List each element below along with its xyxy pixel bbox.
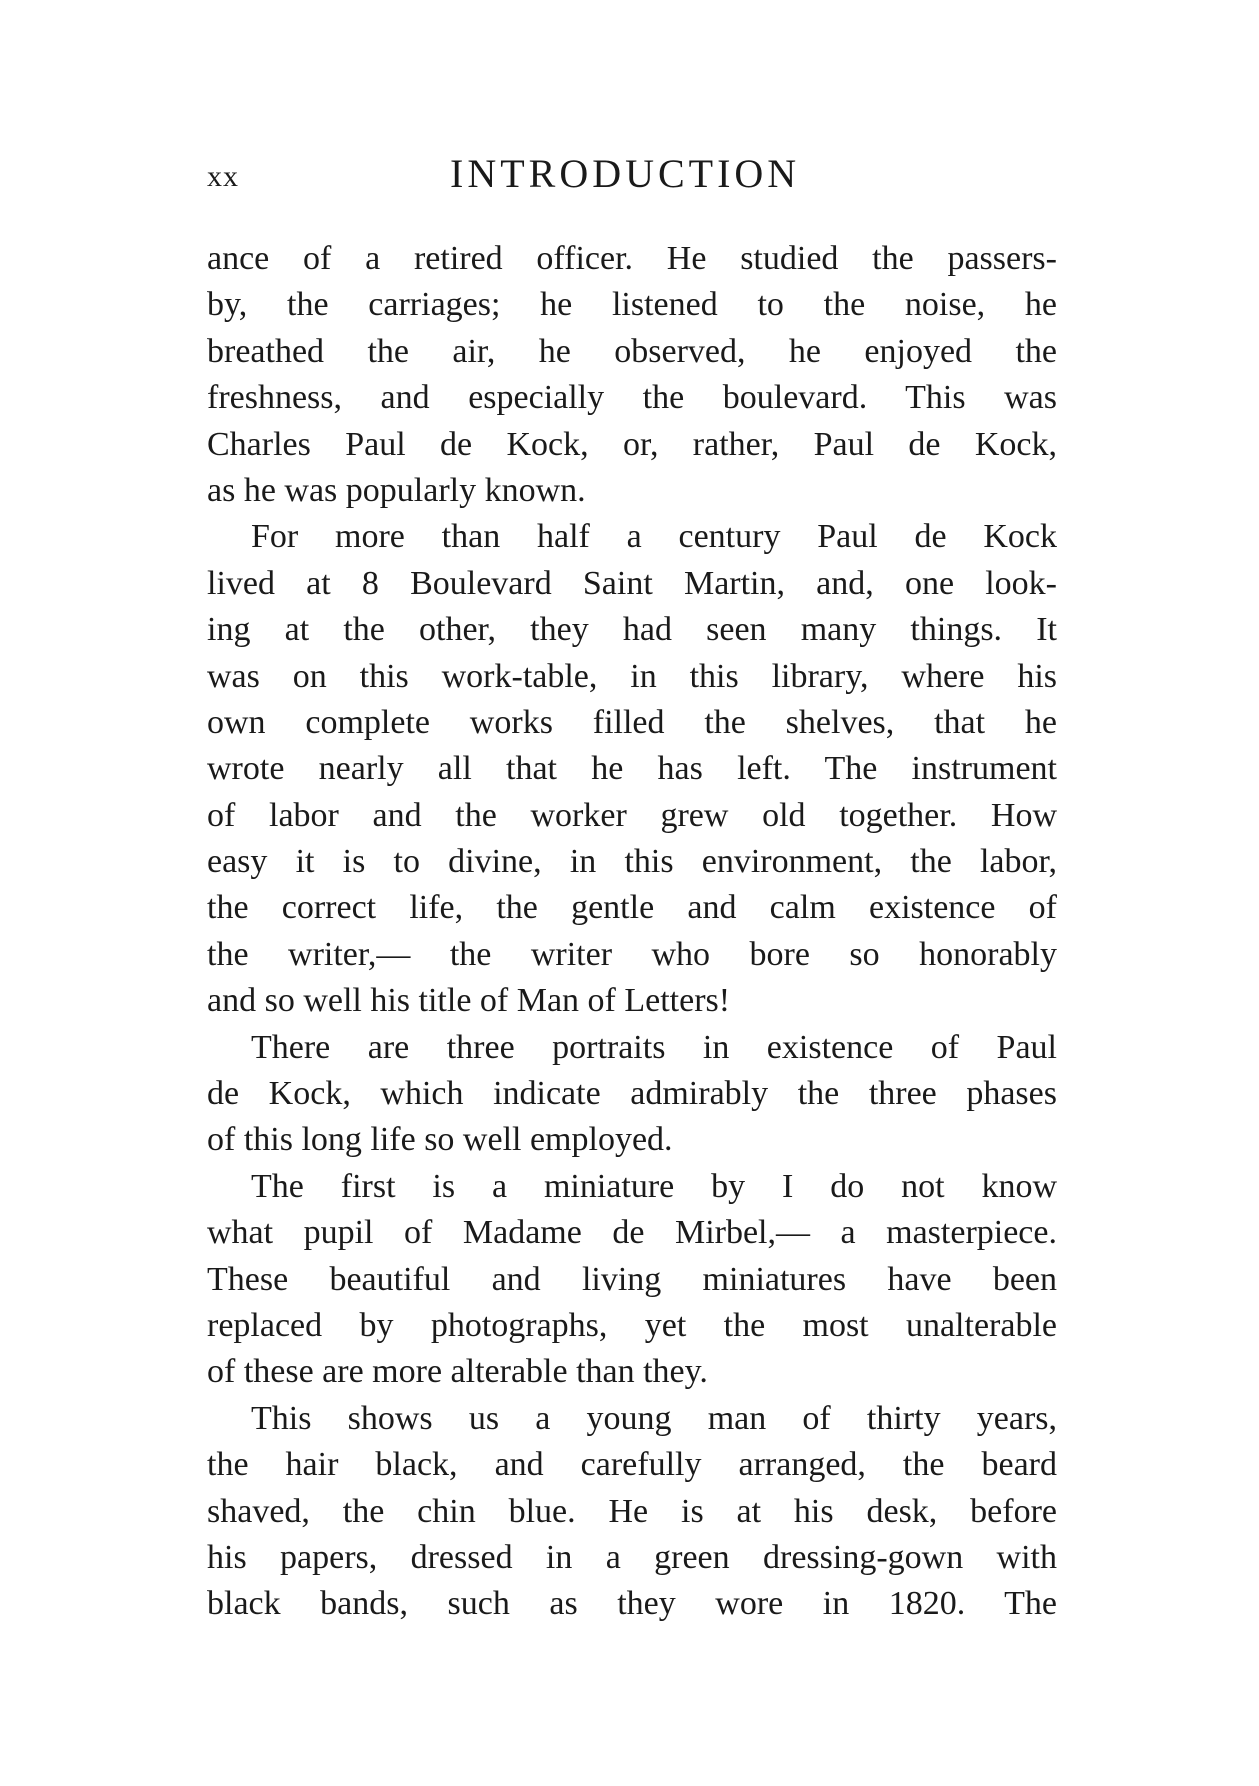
text-line: his papers, dressed in a green dressing-gown with <box>207 1538 1057 1576</box>
text-line: The first is a miniature by I do not know <box>251 1167 1057 1205</box>
text-line: and so well his title of Man of Letters! <box>207 982 731 1020</box>
page-number: xx <box>207 160 239 193</box>
text-line: as he was popularly known. <box>207 471 586 509</box>
text-line: black bands, such as they wore in 1820. The <box>207 1585 1057 1623</box>
text-line: ing at the other, they had seen many things. It <box>207 611 1057 649</box>
body-text <box>207 236 1057 1628</box>
text-line: was on this work-table, in this library, where his <box>207 657 1057 695</box>
text-line: wrote nearly all that he has left. The instrument <box>207 750 1057 788</box>
text-line: of these are more alterable than they. <box>207 1353 708 1391</box>
text-line: lived at 8 Boulevard Saint Martin, and, one look- <box>207 564 1057 602</box>
text-line: the writer,— the writer who bore so honorably <box>207 935 1057 973</box>
text-line: of this long life so well employed. <box>207 1121 673 1159</box>
text-line: There are three portraits in existence of Paul <box>251 1028 1057 1066</box>
text-line: For more than half a century Paul de Kock <box>251 518 1057 556</box>
running-title: INTRODUCTION <box>450 151 801 196</box>
text-line: Charles Paul de Kock, or, rather, Paul de Kock, <box>207 425 1057 463</box>
text-line: of labor and the worker grew old together. How <box>207 796 1057 834</box>
text-line: shaved, the chin blue. He is at his desk, before <box>207 1492 1057 1530</box>
text-line: replaced by photographs, yet the most unalterable <box>207 1306 1057 1344</box>
text-line: This shows us a young man of thirty years, <box>251 1399 1057 1437</box>
text-line: what pupil of Madame de Mirbel,— a masterpiece. <box>207 1214 1057 1252</box>
text-line: ance of a retired officer. He studied the passers- <box>207 240 1057 277</box>
text-line: the correct life, the gentle and calm existence of <box>207 889 1057 927</box>
text-line: the hair black, and carefully arranged, the beard <box>207 1446 1057 1484</box>
running-head <box>207 150 1057 196</box>
text-line: easy it is to divine, in this environment, the labor, <box>207 843 1057 881</box>
text-line: These beautiful and living miniatures have been <box>207 1260 1057 1298</box>
text-line: de Kock, which indicate admirably the three phases <box>207 1075 1057 1113</box>
text-line: by, the carriages; he listened to the noise, he <box>207 286 1057 324</box>
text-line: own complete works filled the shelves, that he <box>207 703 1057 741</box>
text-line: freshness, and especially the boulevard. This was <box>207 379 1057 417</box>
text-line: breathed the air, he observed, he enjoyed the <box>207 332 1057 370</box>
